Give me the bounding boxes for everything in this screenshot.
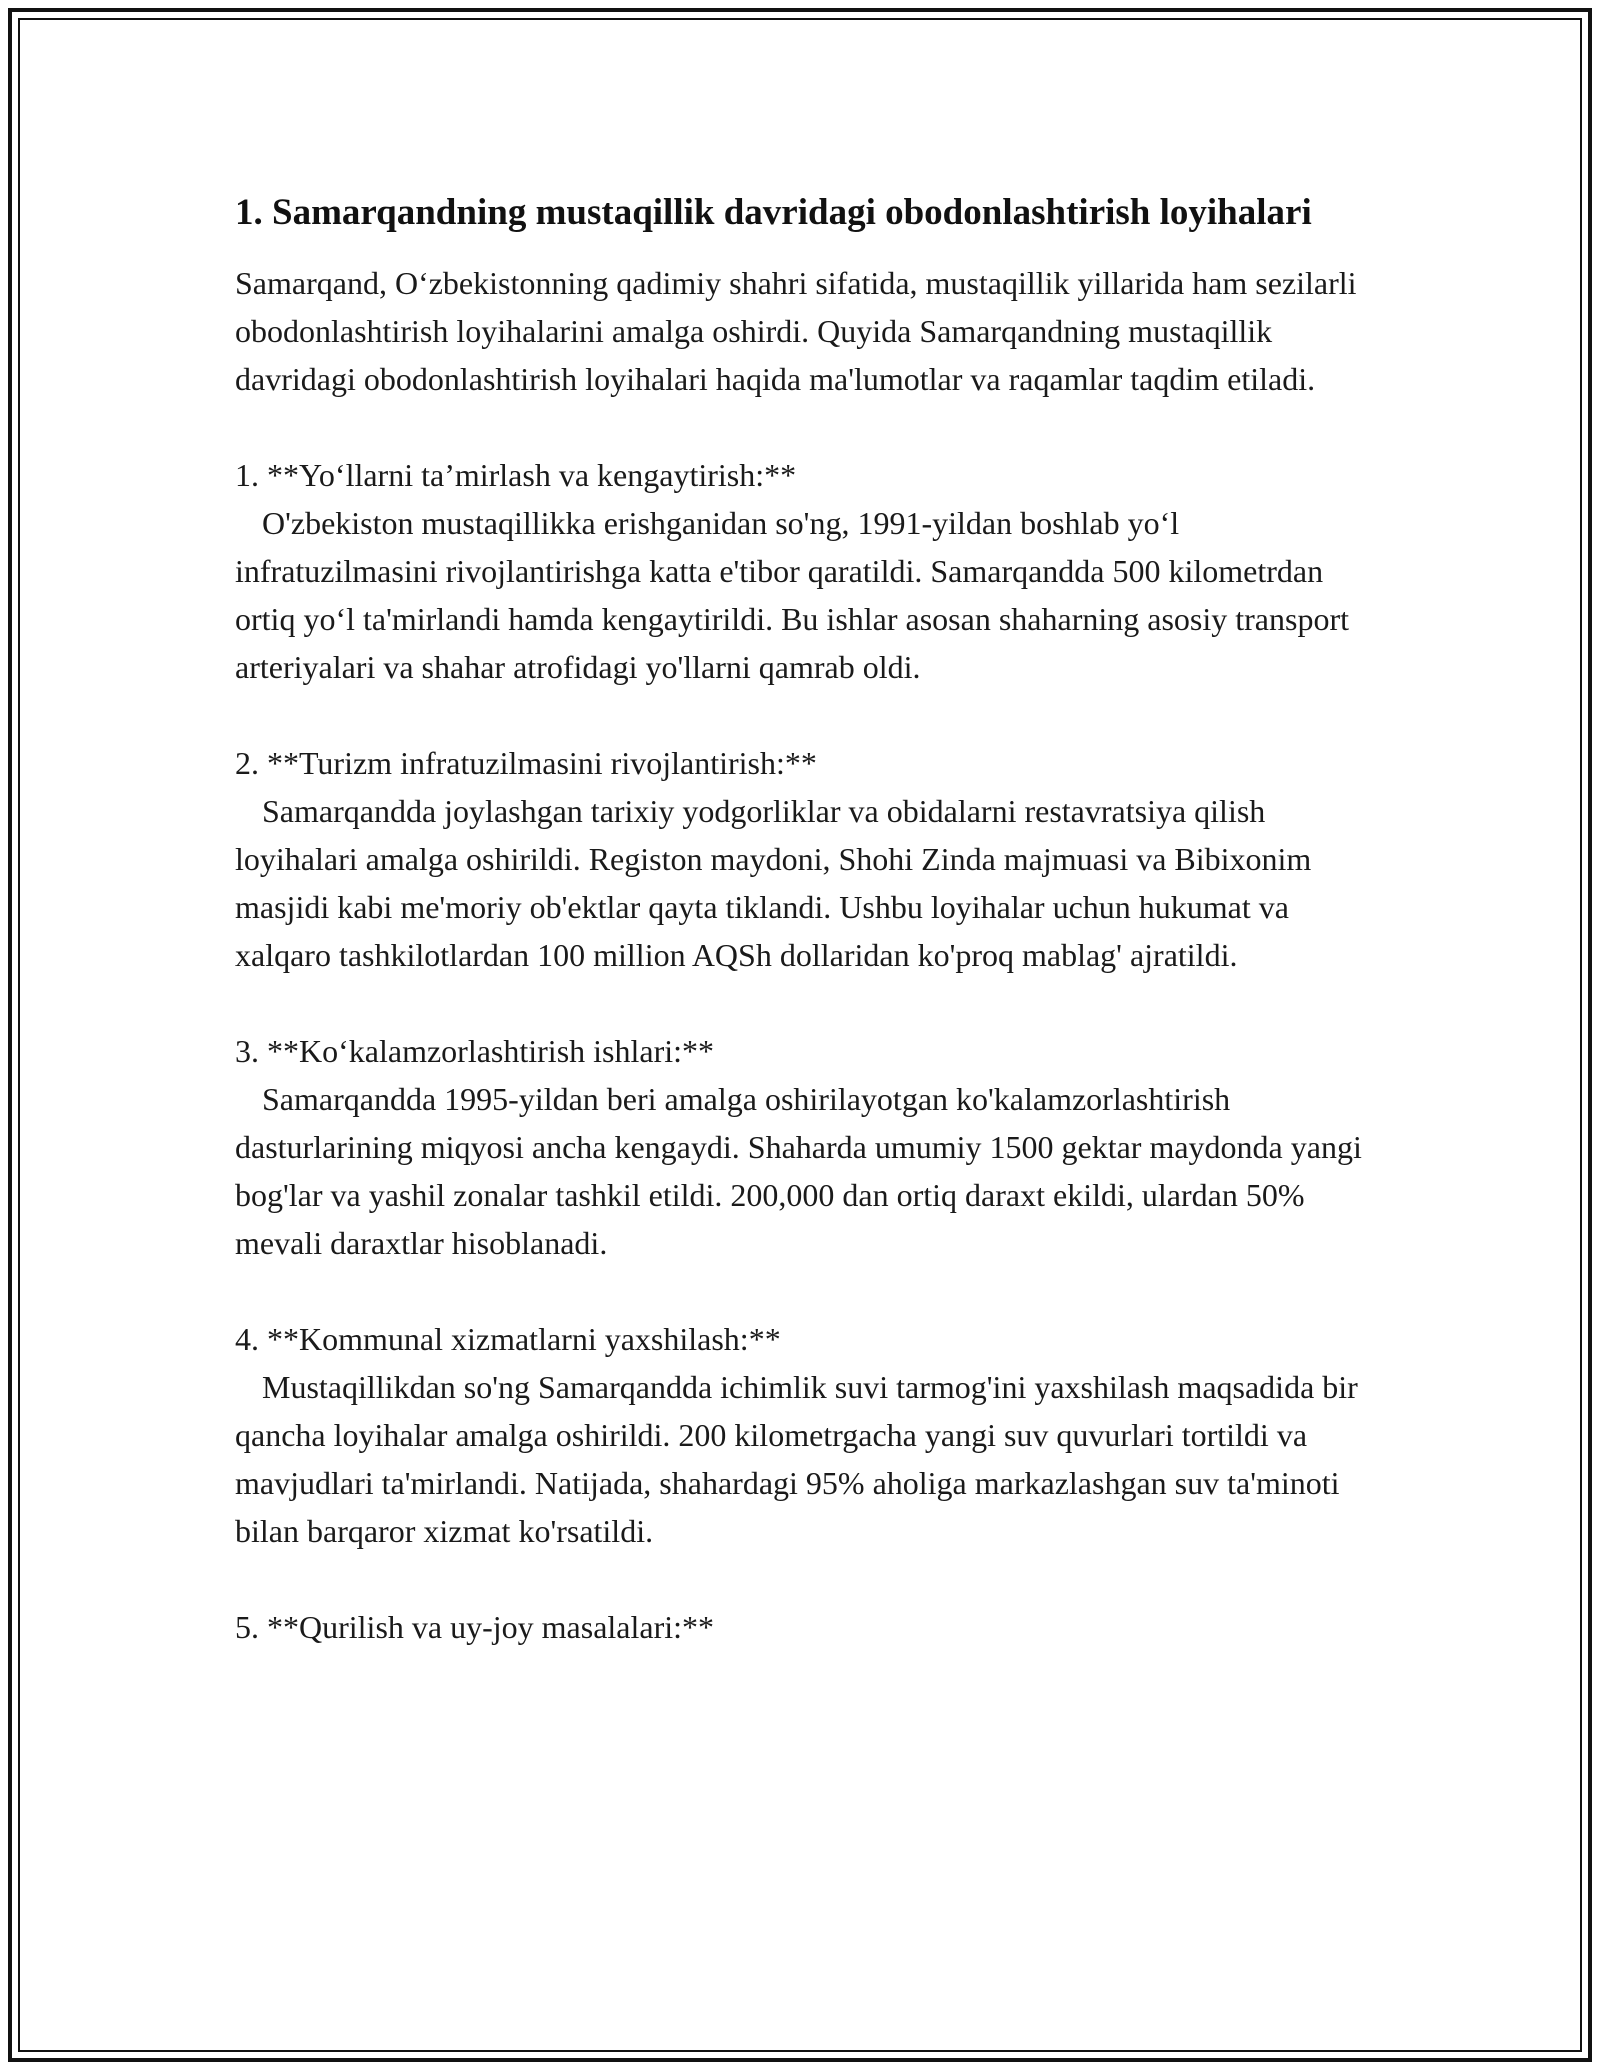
section-heading: 4. **Kommunal xizmatlarni yaxshilash:** bbox=[235, 1321, 781, 1357]
section-heading: 3. **Ko‘kalamzorlashtirish ishlari:** bbox=[235, 1033, 715, 1069]
section-heading: 2. **Turizm infratuzilmasini rivojlantirish:** bbox=[235, 745, 817, 781]
section-body: Samarqandda joylashgan tarixiy yodgorliklar va obidalarni restavratsiya qilish loyihalari amalga oshirildi. Registon maydoni, Shohi Zinda majmuasi va Bibixonim masjidi kabi me'moriy ob'ektlar qayta tiklandi. Ushbu loyihalar uchun hukumat va xalqaro tashkilotlardan 100 million AQSh dollaridan ko'proq mablag' ajratildi. bbox=[235, 793, 1312, 973]
section-body: Samarqandda 1995-yildan beri amalga oshirilayotgan ko'kalamzorlashtirish dasturlarining miqyosi ancha kengaydi. Shaharda umumiy 1500 gektar maydonda yangi bog'lar va yashil zonalar tashkil etildi. 200,000 dan ortiq daraxt ekildi, ulardan 50% mevali daraxtlar hisoblanadi. bbox=[235, 1081, 1362, 1261]
section-roads bbox=[235, 451, 1375, 691]
section-heading: 1. **Yo‘llarni ta’mirlash va kengaytirish:** bbox=[235, 457, 797, 493]
section-heading: 5. **Qurilish va uy-joy masalalari:** bbox=[235, 1609, 715, 1645]
document-body bbox=[235, 185, 1375, 1699]
intro-paragraph: Samarqand, O‘zbekistonning qadimiy shahri sifatida, mustaqillik yillarida ham sezilarli obodonlashtirish loyihalarini amalga oshirdi. Quyida Samarqandning mustaqillik davridagi obodonlashtirish loyihalari haqida ma'lumotlar va raqamlar taqdim etiladi. bbox=[235, 265, 1357, 397]
section-tourism bbox=[235, 739, 1375, 979]
section-body: O'zbekiston mustaqillikka erishganidan so'ng, 1991-yildan boshlab yo‘l infratuzilmasini rivojlantirishga katta e'tibor qaratildi. Samarqandda 500 kilometrdan ortiq yo‘l ta'mirlandi hamda kengaytirildi. Bu ishlar asosan shaharning asosiy transport arteriyalari va shahar atrofidagi yo'llarni qamrab oldi. bbox=[235, 505, 1349, 685]
section-construction bbox=[235, 1603, 1375, 1651]
section-utilities bbox=[235, 1315, 1375, 1555]
section-body: Mustaqillikdan so'ng Samarqandda ichimlik suvi tarmog'ini yaxshilash maqsadida bir qancha loyihalar amalga oshirildi. 200 kilometrgacha yangi suv quvurlari tortildi va mavjudlari ta'mirlandi. Natijada, shahardagi 95% aholiga markazlashgan suv ta'minoti bilan barqaror xizmat ko'rsatildi. bbox=[235, 1369, 1358, 1549]
section-greening bbox=[235, 1027, 1375, 1267]
document-title: 1. Samarqandning mustaqillik davridagi obodonlashtirish loyihalari bbox=[235, 192, 1312, 233]
